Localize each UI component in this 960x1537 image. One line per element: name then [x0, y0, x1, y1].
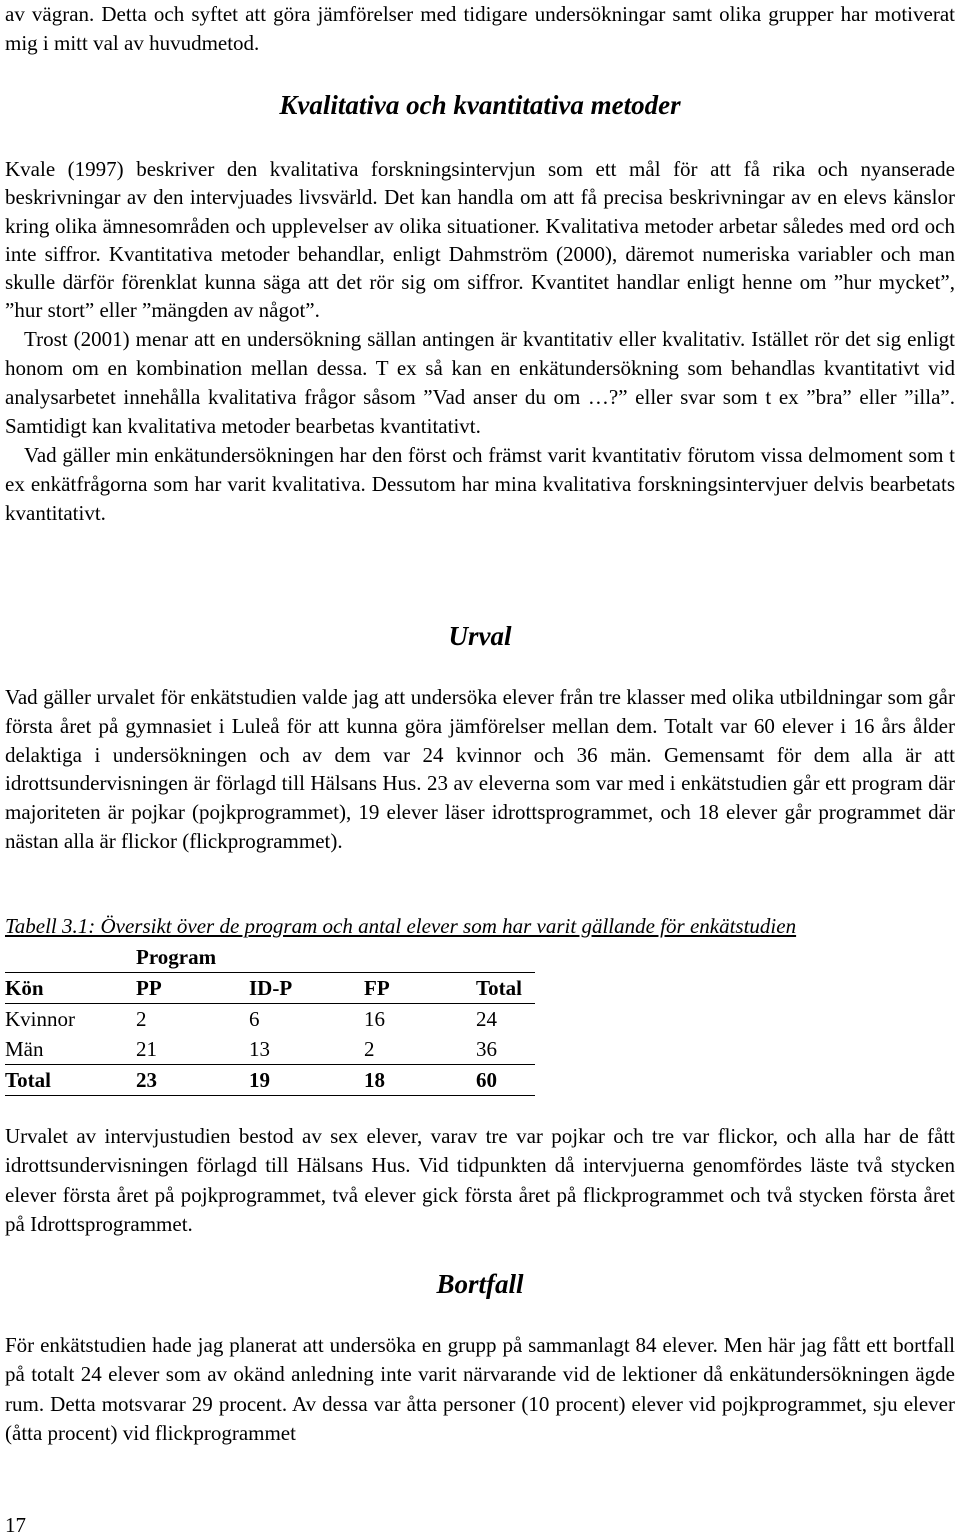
table-header-cell: FP	[364, 973, 476, 1004]
table-cell: 36	[476, 1036, 497, 1061]
methods-body	[5, 155, 955, 528]
table-cell: Kvinnor	[5, 1006, 75, 1031]
table-cell: 6	[249, 1006, 260, 1031]
table-row	[5, 1034, 535, 1065]
table-total-cell: Total	[5, 1065, 136, 1096]
table-total-row	[5, 1065, 535, 1096]
table-header-cell: PP	[136, 973, 249, 1004]
table-cell: 13	[249, 1036, 270, 1061]
table-cell: 2	[364, 1036, 375, 1061]
table-cell: 24	[476, 1006, 497, 1031]
table-row	[5, 1004, 535, 1035]
table-cell: 16	[364, 1006, 385, 1031]
table-cell: 2	[136, 1006, 147, 1031]
table-header-cell: Kön	[5, 973, 136, 1004]
table-header-cell: ID-P	[249, 973, 364, 1004]
table-caption: Tabell 3.1: Översikt över de program och antal elever som har varit gällande för enkätstudien	[5, 914, 797, 938]
table-group-row	[5, 943, 535, 973]
urval-paragraph-2: Urvalet av intervjustudien bestod av sex elever, varav tre var pojkar och tre var flickor, och alla har de fått idrottsundervisningen förlagd till Hälsans Hus. Vid tidpunkten då intervjuerna genomfördes läste två stycken elever första året på pojkprogrammet, två elever gick första året på flickprogrammet och två stycken första året på Idrottsprogrammet.	[5, 1124, 955, 1236]
methods-paragraph-3: Vad gäller min enkätundersökningen har den först och främst varit kvantitativ förutom vissa delmoment som t ex enkätfrågorna som har varit kvalitativa. Dessutom har mina kvalitativa forskningsintervjuer delvis bearbetats kvantitativt.	[5, 442, 955, 525]
section-heading-bortfall: Bortfall	[436, 1269, 524, 1299]
section-heading-methods: Kvalitativa och kvantitativa metoder	[279, 90, 681, 120]
table-header-cell: Total	[476, 973, 535, 1004]
page-number: 17	[5, 1513, 26, 1537]
methods-paragraph-1: Kvale (1997) beskriver den kvalitativa forskningsintervjun som ett mål för att få rika och nyanserade beskrivningar av den intervjuades livsvärld. Det kan handla om att få precisa beskrivningar av en elevs känslor kring olika ämnesområden och upplevelser av olika situationer. Kvalitativa metoder arbetar således med ord och inte siffror. Kvantitativa metoder behandlar, enligt Dahmström (2000), däremot numeriska variabler och man skulle därför förenklat kunna säga att det rör sig om siffror. Kvantitet handlar enligt henne om ”hur mycket”, ”hur stort” eller ”mängden av något”.	[5, 157, 955, 323]
table-header-row	[5, 973, 535, 1004]
table-cell: 21	[136, 1036, 157, 1061]
program-table	[5, 943, 535, 1096]
table-total-cell: 23	[136, 1065, 249, 1096]
intro-paragraph: av vägran. Detta och syftet att göra jämförelser med tidigare undersökningar samt olika grupper har motiverat mig i mitt val av huvudmetod.	[5, 2, 955, 55]
table-cell: Män	[5, 1036, 44, 1061]
table-group-label: Program	[136, 945, 217, 969]
urval-paragraph-1: Vad gäller urvalet för enkätstudien valde jag att undersöka elever från tre klasser med olika utbildningar som går första året på gymnasiet i Luleå för att kunna göra jämförelser mellan dem. Totalt var 60 elever i 16 års ålder delaktiga i undersökningen och av dem var 24 kvinnor och 36 män. Gemensamt för dem alla är att idrottsundervisningen är förlagd till Hälsans Hus. 23 av eleverna som var med i enkätstudien går ett program där majoriteten är pojkar (pojkprogrammet), 19 elever läser idrottsprogrammet, och 18 elever går programmet där nästan alla är flickor (flickprogrammet).	[5, 685, 955, 853]
bortfall-paragraph: För enkätstudien hade jag planerat att undersöka en grupp på sammanlagt 84 elever. Men här jag fått ett bortfall på totalt 24 elever som av okänd anledning inte varit närvarande vid de lektioner då enkätundersökningen ägde rum. Detta motsvarar 29 procent. Av dessa var åtta personer (10 procent) elever vid pojkprogrammet, sju elever (åtta procent) vid flickprogrammet	[5, 1333, 955, 1445]
section-heading-urval: Urval	[448, 621, 512, 651]
table-total-cell: 60	[476, 1065, 535, 1096]
methods-paragraph-2: Trost (2001) menar att en undersökning sällan antingen är kvantitativ eller kvalitativ. Istället rör det sig enligt honom om en kombination mellan dessa. T ex så kan en enkätundersökning som behandlas kvantitativt vid analysarbetet innehålla kvalitativa frågor såsom ”Vad anser du om …?” eller svar som t ex ”bra” eller ”illa”. Samtidigt kan kvalitativa metoder bearbetas kvantitativt.	[5, 326, 955, 438]
table-total-cell: 18	[364, 1065, 476, 1096]
table-total-cell: 19	[249, 1065, 364, 1096]
